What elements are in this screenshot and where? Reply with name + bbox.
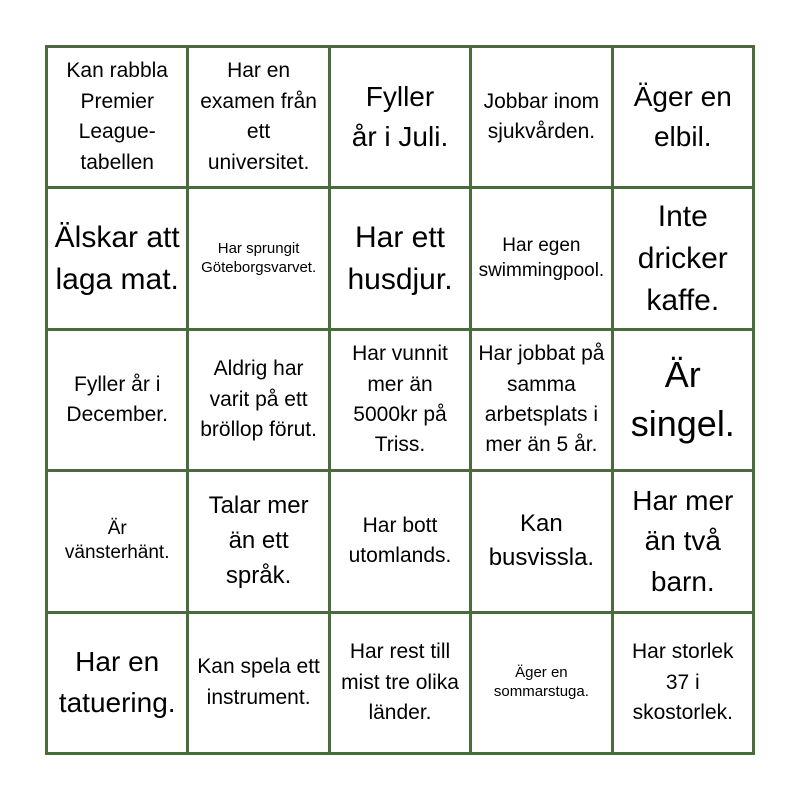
cell-text: Fyller år i Juli.	[351, 80, 449, 153]
bingo-cell[interactable]	[331, 472, 469, 610]
cell-text: Talar mer än ett språk.	[208, 492, 309, 589]
bingo-cell[interactable]	[331, 48, 469, 186]
bingo-cell[interactable]	[48, 189, 186, 327]
cell-text: Äger en sommarstuga.	[493, 664, 589, 700]
cell-text: Kan spela ett instrument.	[197, 655, 320, 709]
bingo-cell[interactable]	[472, 48, 610, 186]
cell-text: Är vänsterhänt.	[64, 517, 170, 564]
bingo-cell[interactable]	[614, 331, 752, 469]
bingo-cell[interactable]	[472, 189, 610, 327]
bingo-cell[interactable]	[472, 331, 610, 469]
bingo-cell[interactable]	[48, 48, 186, 186]
cell-text: Fyller år i December.	[66, 372, 168, 426]
cell-text: Jobbar inom sjukvården.	[483, 89, 600, 144]
bingo-cell[interactable]	[614, 189, 752, 327]
cell-text: Har jobbat på samma arbetsplats i mer än 5 år.	[478, 342, 605, 457]
bingo-cell[interactable]	[614, 48, 752, 186]
bingo-board	[45, 45, 755, 755]
cell-text: Kan rabbla Premier League-tabellen	[66, 59, 168, 174]
cell-text: Har rest till mist tre olika länder.	[341, 640, 459, 724]
cell-text: Inte dricker kaffe.	[637, 199, 728, 317]
cell-text: Har ett husdjur.	[347, 220, 453, 296]
bingo-cell[interactable]	[331, 331, 469, 469]
bingo-cell[interactable]	[48, 331, 186, 469]
cell-text: Har mer än två barn.	[632, 484, 734, 597]
cell-text: Aldrig har varit på ett bröllop förut.	[200, 357, 317, 442]
bingo-cell[interactable]	[472, 472, 610, 610]
cell-text: Har bott utomlands.	[348, 513, 452, 568]
cell-text: Kan busvissla.	[488, 509, 595, 572]
cell-text: Har en examen från ett universitet.	[200, 59, 317, 174]
bingo-cell[interactable]	[189, 331, 327, 469]
bingo-cell[interactable]	[331, 614, 469, 752]
cell-text: Har vunnit mer än 5000kr på Triss.	[352, 342, 448, 457]
cell-text: Är singel.	[630, 354, 735, 444]
bingo-cell[interactable]	[472, 614, 610, 752]
cell-text: Har en tatuering.	[58, 646, 176, 718]
cell-text: Har sprungit Göteborgsvarvet.	[201, 239, 317, 276]
bingo-cell[interactable]	[189, 189, 327, 327]
cell-text: Äger en elbil.	[633, 80, 732, 153]
bingo-cell[interactable]	[614, 614, 752, 752]
cell-text: Älskar att laga mat.	[54, 220, 180, 296]
bingo-cell[interactable]	[48, 614, 186, 752]
bingo-cell[interactable]	[189, 614, 327, 752]
bingo-cell[interactable]	[189, 472, 327, 610]
cell-text: Har storlek 37 i skostorlek.	[632, 640, 734, 724]
bingo-cell[interactable]	[48, 472, 186, 610]
bingo-cell[interactable]	[614, 472, 752, 610]
bingo-cell[interactable]	[189, 48, 327, 186]
cell-text: Har egen swimmingpool.	[478, 234, 605, 281]
bingo-cell[interactable]	[331, 189, 469, 327]
